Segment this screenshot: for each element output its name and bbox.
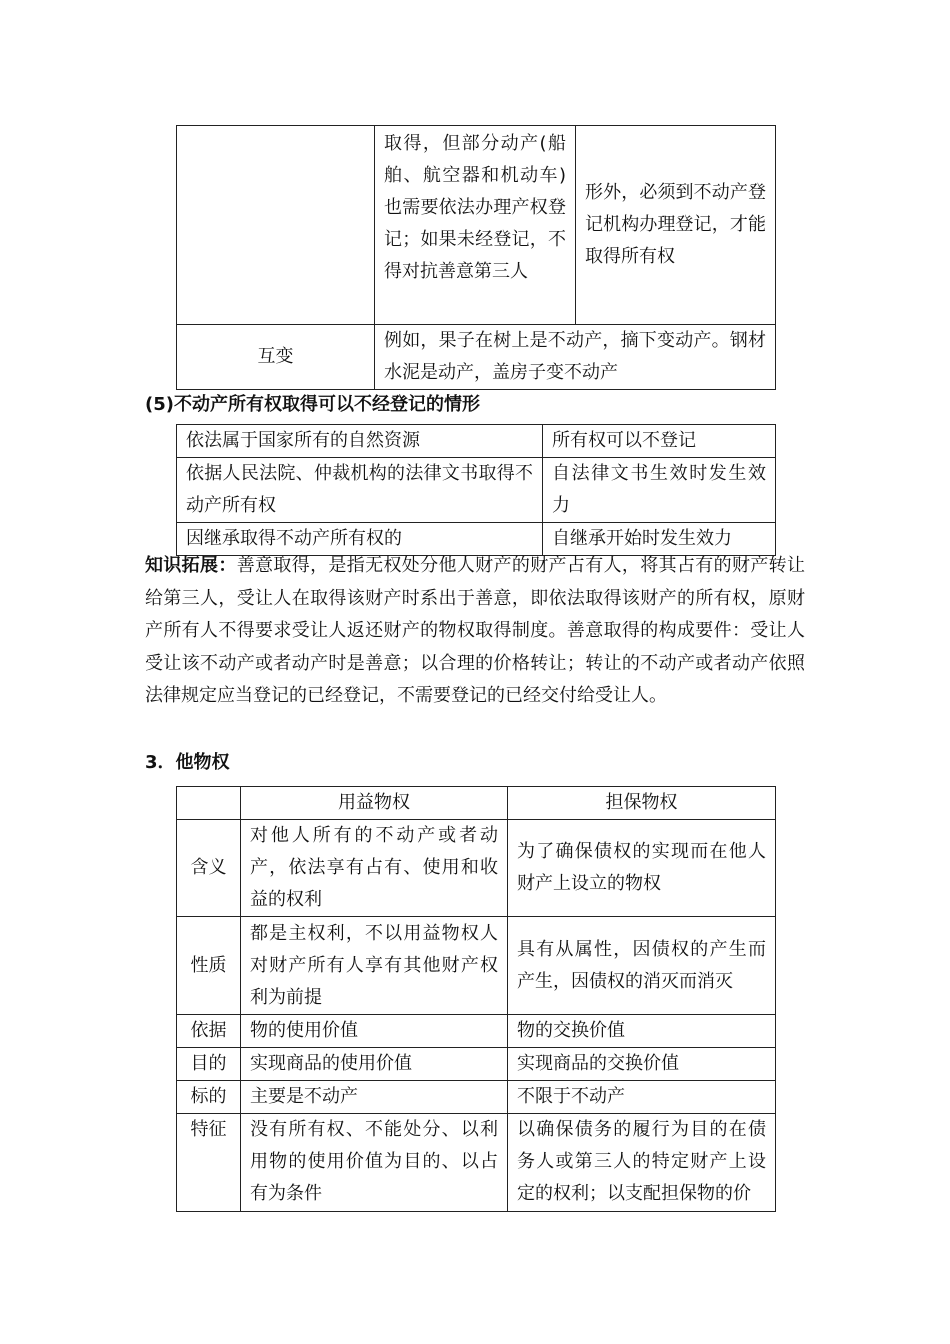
- registration-exemption-table: [176, 424, 776, 556]
- row-label: 含义: [177, 820, 241, 917]
- table-cell: 都是主权利，不以用益物权人对财产所有人享有其他财产权利为前提: [241, 917, 508, 1015]
- table-cell: 没有所有权、不能处分、以利用物的使用价值为目的、以占有为条件: [241, 1114, 508, 1212]
- table-row: [177, 917, 776, 1015]
- table-cell: 对他人所有的不动产或者动产，依法享有占有、使用和收益的权利: [241, 820, 508, 917]
- knowledge-text: 善意取得，是指无权处分他人财产的财产占有人，将其占有的财产转让给第三人，受让人在取得该财产时系出于善意，即依法取得该财产的所有权，原财产所有人不得要求受让人返还财产的物权取得制度。善意取得的构成要件：受让人受让该不动产或者动产时是善意；以合理的价格转让；转让的不动产或者动产依照法律规定应当登记的已经登记，不需要登记的已经交付给受让人。: [145, 555, 806, 707]
- table-row: [177, 425, 776, 458]
- empty-cell: [177, 126, 375, 325]
- other-property-rights-table: [176, 786, 776, 1212]
- row-label: 特征: [177, 1114, 241, 1212]
- table-cell: 因继承取得不动产所有权的: [177, 523, 543, 556]
- table-cell: 取得，但部分动产(船舶、航空器和机动车)也需要依法办理产权登记；如果未经登记，不得对抗善意第三人: [375, 126, 576, 325]
- row-label: 目的: [177, 1048, 241, 1081]
- row-label: 标的: [177, 1081, 241, 1114]
- table-cell: 主要是不动产: [241, 1081, 508, 1114]
- table-cell: 实现商品的使用价值: [241, 1048, 508, 1081]
- table-row: [177, 1081, 776, 1114]
- table-header-row: [177, 787, 776, 820]
- table-cell: 具有从属性，因债权的产生而产生，因债权的消灭而消灭: [508, 917, 776, 1015]
- table-cell: 形外，必须到不动产登记机构办理登记，才能取得所有权: [576, 126, 776, 325]
- table-cell: 自继承开始时发生效力: [543, 523, 776, 556]
- table-cell: 不限于不动产: [508, 1081, 776, 1114]
- row-label: 性质: [177, 917, 241, 1015]
- table-cell: 例如，果子在树上是不动产，摘下变动产。钢材水泥是动产，盖房子变不动产: [375, 325, 776, 390]
- header-cell: 用益物权: [241, 787, 508, 820]
- table-cell: 依据人民法院、仲裁机构的法律文书取得不动产所有权: [177, 458, 543, 523]
- row-label: 依据: [177, 1015, 241, 1048]
- table-row: [177, 1048, 776, 1081]
- table-cell: 以确保债务的履行为目的在债务人或第三人的特定财产上设定的权利；以支配担保物的价: [508, 1114, 776, 1212]
- section-heading: (5)不动产所有权取得可以不经登记的情形: [145, 394, 480, 415]
- table-cell: 所有权可以不登记: [543, 425, 776, 458]
- table-cell: 物的交换价值: [508, 1015, 776, 1048]
- row-label: 互变: [177, 325, 375, 390]
- table-row: [177, 126, 776, 325]
- header-cell: [177, 787, 241, 820]
- table-cell: 自法律文书生效时发生效力: [543, 458, 776, 523]
- table-row: [177, 820, 776, 917]
- table-cell: 物的使用价值: [241, 1015, 508, 1048]
- table-cell: 实现商品的交换价值: [508, 1048, 776, 1081]
- section-heading: 3．他物权: [145, 752, 230, 773]
- ownership-table-continued: [176, 125, 776, 390]
- table-row: [177, 1114, 776, 1212]
- header-cell: 担保物权: [508, 787, 776, 820]
- table-cell: 为了确保债权的实现而在他人财产上设立的物权: [508, 820, 776, 917]
- table-row: [177, 325, 776, 390]
- knowledge-label: 知识拓展：: [145, 555, 237, 576]
- knowledge-paragraph: [145, 550, 805, 713]
- table-row: [177, 458, 776, 523]
- table-row: [177, 1015, 776, 1048]
- table-cell: 依法属于国家所有的自然资源: [177, 425, 543, 458]
